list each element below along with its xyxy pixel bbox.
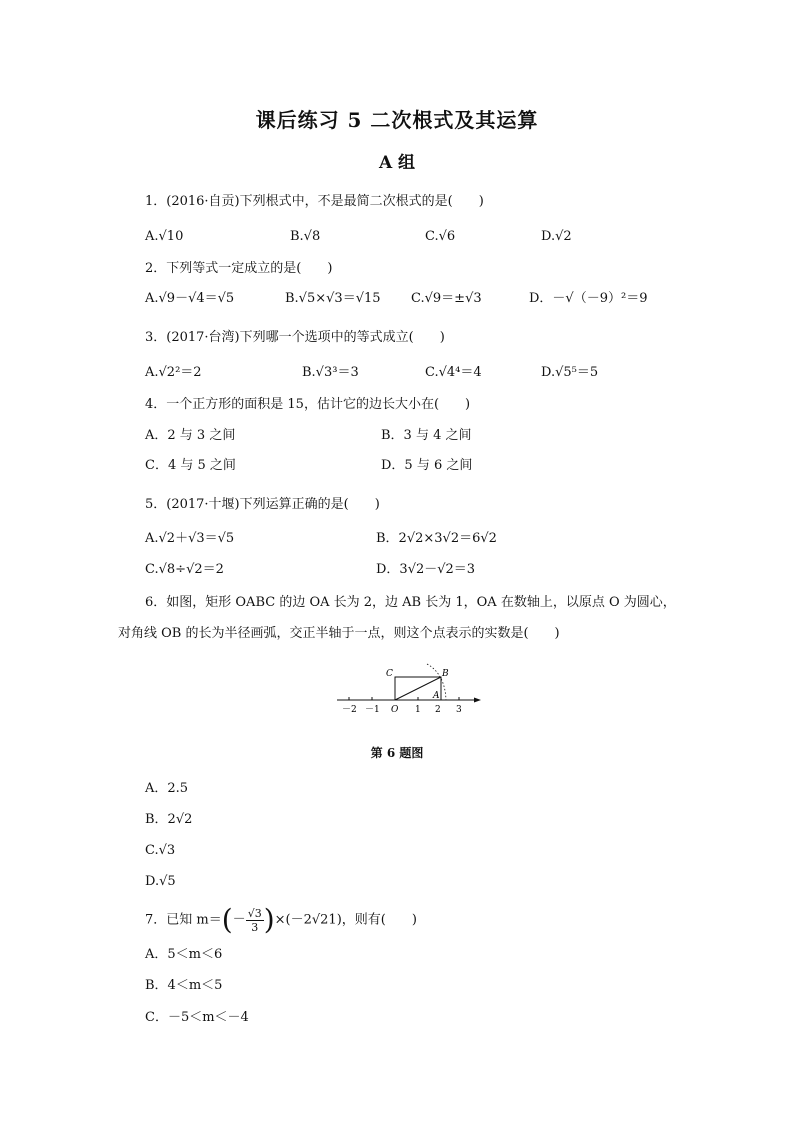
question-4-option-a: A．2 与 3 之间: [145, 428, 236, 443]
question-7-stem-prefix: 7．已知 m＝: [145, 912, 222, 928]
question-1-option-b: B.√8: [290, 229, 321, 244]
question-2-stem: 2．下列等式一定成立的是( ): [145, 261, 333, 276]
right-paren: ): [263, 903, 275, 936]
point-b-label: B: [442, 669, 449, 679]
question-3-option-a: A.√2²＝2: [145, 365, 202, 380]
number-line-figure: [335, 660, 485, 718]
question-3-option-b: B.√3³＝3: [302, 365, 359, 380]
question-7-option-c: C．－5＜m＜－4: [145, 1010, 249, 1025]
question-6-line-1: 6．如图，矩形 OABC 的边 OA 长为 2，边 AB 长为 1，OA 在数轴上，以原点 O 为圆心，: [145, 595, 676, 610]
tick-label: －2: [342, 705, 357, 715]
question-4-stem: 4．一个正方形的面积是 15，估计它的边长大小在( ): [145, 397, 471, 412]
question-6-option-d: D.√5: [145, 874, 176, 889]
question-4-option-b: B．3 与 4 之间: [381, 428, 472, 443]
question-2-option-a: A.√9－√4＝√5: [145, 291, 235, 306]
question-3-stem: 3．(2017·台湾)下列哪一个选项中的等式成立( ): [145, 330, 445, 345]
left-paren: (: [221, 903, 233, 936]
question-5-stem: 5．(2017·十堰)下列运算正确的是( ): [145, 497, 380, 512]
point-a-label: A: [433, 691, 440, 701]
fraction-numerator: √3: [247, 906, 262, 920]
question-6-line-2: 对角线 OB 的长为半径画弧，交正半轴于一点，则这个点表示的实数是( ): [118, 626, 560, 641]
page-title: 课后练习 5 二次根式及其运算: [255, 108, 539, 132]
question-7-option-a: A．5＜m＜6: [145, 947, 223, 962]
tick-label: 2: [435, 705, 441, 715]
question-6-option-b: B．2√2: [145, 812, 193, 827]
tick-label: －1: [365, 705, 380, 715]
question-5-option-d: D．3√2－√2＝3: [376, 562, 476, 577]
question-6-option-a: A．2.5: [145, 781, 189, 796]
question-5-option-b: B．2√2×3√2＝6√2: [376, 531, 497, 546]
question-2-option-d: D．－√（－9）²＝9: [529, 291, 648, 306]
question-2-option-b: B.√5×√3＝√15: [285, 291, 381, 306]
question-2-option-c: C.√9＝±√3: [411, 291, 482, 306]
tick-label: 3: [456, 705, 462, 715]
group-heading: A 组: [378, 153, 416, 173]
question-1-option-c: C.√6: [425, 229, 456, 244]
question-7-stem-suffix: ×(－2√21)，则有( ): [274, 912, 417, 928]
question-1-option-d: D.√2: [541, 229, 572, 244]
axis-arrow-icon: [474, 698, 481, 703]
question-1-option-a: A.√10: [145, 229, 184, 244]
question-5-option-a: A.√2＋√3＝√5: [145, 531, 235, 546]
question-4-option-c: C．4 与 5 之间: [145, 458, 236, 473]
question-7-option-b: B．4＜m＜5: [145, 978, 223, 993]
question-5-option-c: C.√8÷√2＝2: [145, 562, 224, 577]
question-4-option-d: D．5 与 6 之间: [381, 458, 473, 473]
question-7-stem: [145, 900, 417, 941]
fraction: [246, 907, 264, 934]
origin-label: O: [391, 705, 399, 715]
minus-sign: －: [232, 912, 246, 927]
figure-caption: 第 6 题图: [370, 746, 424, 760]
fraction-denominator: 3: [251, 920, 259, 934]
question-3-option-d: D.√5⁵＝5: [541, 365, 599, 380]
question-3-option-c: C.√4⁴＝4: [425, 365, 482, 380]
tick-label: 1: [415, 705, 421, 715]
point-c-label: C: [386, 669, 393, 679]
question-1-stem: 1．(2016·自贡)下列根式中，不是最简二次根式的是( ): [145, 194, 484, 209]
question-6-option-c: C.√3: [145, 843, 176, 858]
